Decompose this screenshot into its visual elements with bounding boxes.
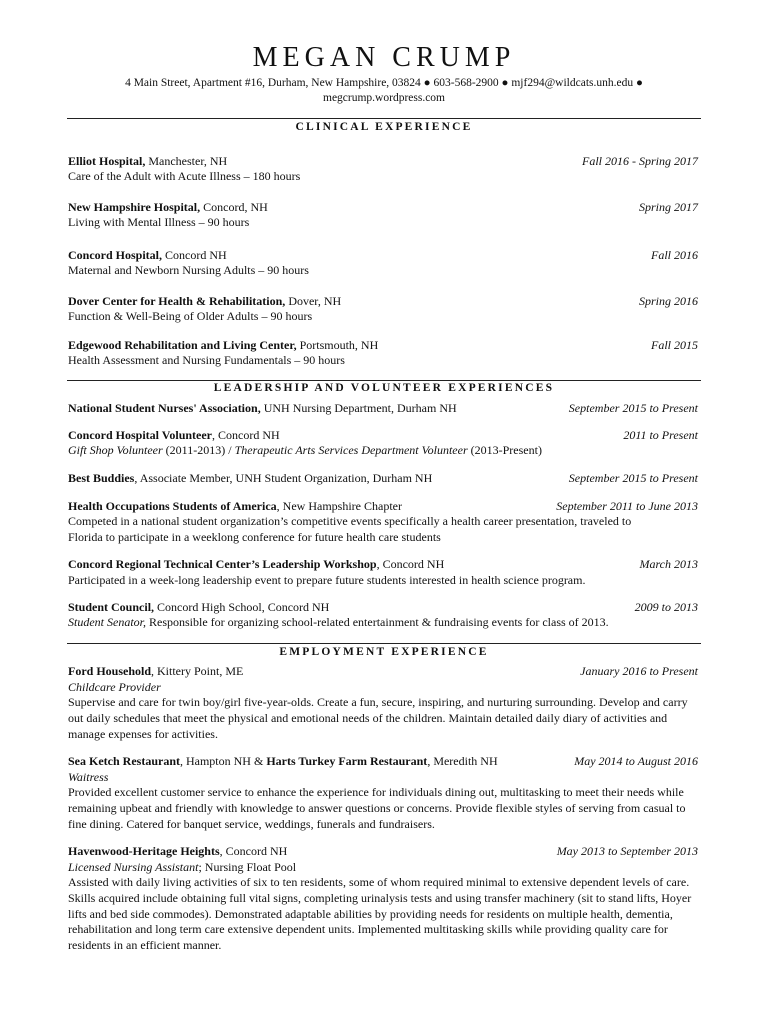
org-name: National Student Nurses' Association,: [68, 401, 261, 415]
org-name: Elliot Hospital,: [68, 154, 146, 168]
org-location: Concord, NH: [200, 200, 268, 214]
job-title-line: [68, 860, 296, 876]
section-heading-clinical: CLINICAL EXPERIENCE: [295, 121, 473, 133]
job-title: Childcare Provider: [68, 679, 161, 694]
leadership-entry: [68, 600, 698, 629]
leadership-entry: [68, 428, 698, 457]
entry-date: May 2014 to August 2016: [574, 754, 698, 768]
job-description: Supervise and care for twin boy/girl five-year-olds. Create a fun, secure, inspiring, and nurturing surrounding. Develop and carry out daily schedules that meet the physical and emotional needs of the children. Maintain detailed daily diary of activities and manage expenses for activities.: [68, 695, 688, 741]
org-name: Best Buddies: [68, 471, 135, 485]
entry-date: September 2011 to June 2013: [556, 499, 698, 513]
org-location: , New Hampshire Chapter: [276, 499, 402, 513]
entry-date: Spring 2017: [638, 200, 698, 214]
org-location: , Concord NH: [376, 557, 445, 571]
job-title: Waitress: [68, 769, 109, 784]
org-location: , Hampton NH &: [179, 754, 267, 768]
leadership-entry: [68, 401, 698, 417]
org-location: Manchester, NH: [145, 154, 228, 168]
org-location: UNH Nursing Department, Durham NH: [260, 401, 457, 415]
entry-date: Spring 2016: [638, 294, 698, 308]
section-divider: [67, 380, 701, 381]
org-name: New Hampshire Hospital,: [68, 200, 201, 214]
org-location: Dover, NH: [285, 294, 342, 308]
job-description: Provided excellent customer service to enhance the experience for individuals dining out, multitasking to meet their needs while remaining upbeat and friendly with knowledge to answer questions or concerns. Provide flexible styles of serving from casual to fine dining. Catered for banquet service, weddings, funerals and fundraisers.: [68, 785, 686, 831]
entry-date: March 2013: [639, 557, 698, 571]
org-name: Health Occupations Students of America: [68, 499, 277, 513]
clinical-entry: [68, 200, 698, 229]
org-location: Concord High School, Concord NH: [154, 600, 330, 614]
org-name: Ford Household: [68, 664, 152, 678]
clinical-entry: [68, 154, 698, 183]
entry-date: 2009 to 2013: [634, 600, 698, 614]
entry-description: Competed in a national student organization’s competitive events specifically a health career presentation, traveled to: [68, 514, 632, 528]
employment-entry: [68, 844, 698, 874]
section-divider: [67, 118, 701, 119]
contact-line: 4 Main Street, Apartment #16, Durham, New Hampshire, 03824 ● 603-568-2900 ● mjf294@wildcats.unh.edu ●: [125, 77, 643, 89]
org-name: Concord Hospital Volunteer: [68, 428, 213, 442]
leadership-entry: [68, 557, 698, 587]
org-name: Dover Center for Health & Rehabilitation,: [68, 294, 286, 308]
org-location: , Concord NH: [212, 428, 280, 442]
org-location: , Kittery Point, ME: [151, 664, 244, 678]
role-text: Therapeutic Arts Services Department Volunteer: [234, 443, 468, 457]
entry-date: January 2016 to Present: [580, 664, 698, 678]
entry-description: Florida to participate in a weeklong conference for future health care students: [68, 529, 441, 544]
entry-description: Function & Well-Being of Older Adults – 90 hours: [68, 309, 313, 323]
entry-description: [68, 443, 542, 459]
website-link[interactable]: megcrump.wordpress.com: [323, 92, 445, 104]
org-location: Concord NH: [162, 248, 227, 262]
org-name: Concord Regional Technical Center’s Leadership Workshop: [68, 557, 377, 571]
entry-date: Fall 2015: [651, 338, 698, 352]
entry-date: Fall 2016: [651, 248, 698, 262]
org-name: Edgewood Rehabilitation and Living Center,: [68, 338, 297, 352]
clinical-entry: [68, 248, 698, 277]
entry-description: Care of the Adult with Acute Illness – 180 hours: [68, 169, 301, 183]
entry-date: September 2015 to Present: [568, 401, 698, 415]
role-years: (2011-2013) /: [162, 443, 235, 457]
entry-date: Fall 2016 - Spring 2017: [582, 154, 698, 168]
org-location: Portsmouth, NH: [296, 338, 379, 352]
section-heading-leadership: LEADERSHIP AND VOLUNTEER EXPERIENCES: [213, 382, 555, 394]
leadership-entry: [68, 471, 698, 487]
org-name: Student Council,: [68, 600, 155, 614]
employment-entry: [68, 754, 698, 784]
org-name: Harts Turkey Farm Restaurant: [266, 754, 428, 768]
entry-description: Maternal and Newborn Nursing Adults – 90 hours: [68, 263, 309, 277]
job-description: Assisted with daily living activities of six to ten residents, some of whom required minimal to extensive dependent levels of care. Skills acquired include obtaining full vital signs, completing urinalysis tests and using transfer machinery (sit to stand lifts, Hoyer lifts and bed side commodes). Demonstrated adaptable abilities by providing needs for residents on multiple health, dementia, rehabilitation and long term care extensive dependent units. Implemented multitasking skills while providing quality care for residents in an efficient manner.: [68, 875, 692, 953]
contact-info: [70, 76, 698, 106]
clinical-entry: [68, 338, 698, 367]
job-unit: ; Nursing Float Pool: [198, 859, 297, 874]
job-title: Licensed Nursing Assistant: [68, 859, 199, 874]
candidate-name: MEGAN CRUMP: [252, 42, 516, 73]
entry-date: September 2015 to Present: [568, 471, 698, 485]
role-years: (2013-Present): [467, 443, 542, 457]
section-heading-employment: EMPLOYMENT EXPERIENCE: [279, 646, 489, 658]
org-name: Havenwood-Heritage Heights: [68, 844, 220, 858]
section-divider: [67, 643, 701, 644]
entry-date: May 2013 to September 2013: [556, 844, 698, 858]
entry-description: Living with Mental Illness – 90 hours: [68, 215, 250, 229]
entry-description: Participated in a week-long leadership event to prepare future students interested in health science program.: [68, 573, 586, 587]
org-location: , Meredith NH: [427, 754, 498, 768]
org-name: Sea Ketch Restaurant: [68, 754, 180, 768]
entry-date: 2011 to Present: [623, 428, 698, 442]
entry-description: Health Assessment and Nursing Fundamentals – 90 hours: [68, 353, 345, 367]
entry-description: [68, 615, 609, 631]
role-text: Gift Shop Volunteer: [68, 443, 163, 457]
role-text: Student Senator,: [68, 615, 146, 629]
org-location: , Associate Member, UNH Student Organization, Durham NH: [134, 471, 433, 485]
employment-entry: [68, 664, 698, 694]
org-location: , Concord NH: [219, 844, 288, 858]
clinical-entry: [68, 294, 698, 323]
leadership-entry: [68, 499, 698, 544]
role-description: Responsible for organizing school-related entertainment & fundraising events for class of 2013.: [146, 615, 609, 629]
org-name: Concord Hospital,: [68, 248, 163, 262]
